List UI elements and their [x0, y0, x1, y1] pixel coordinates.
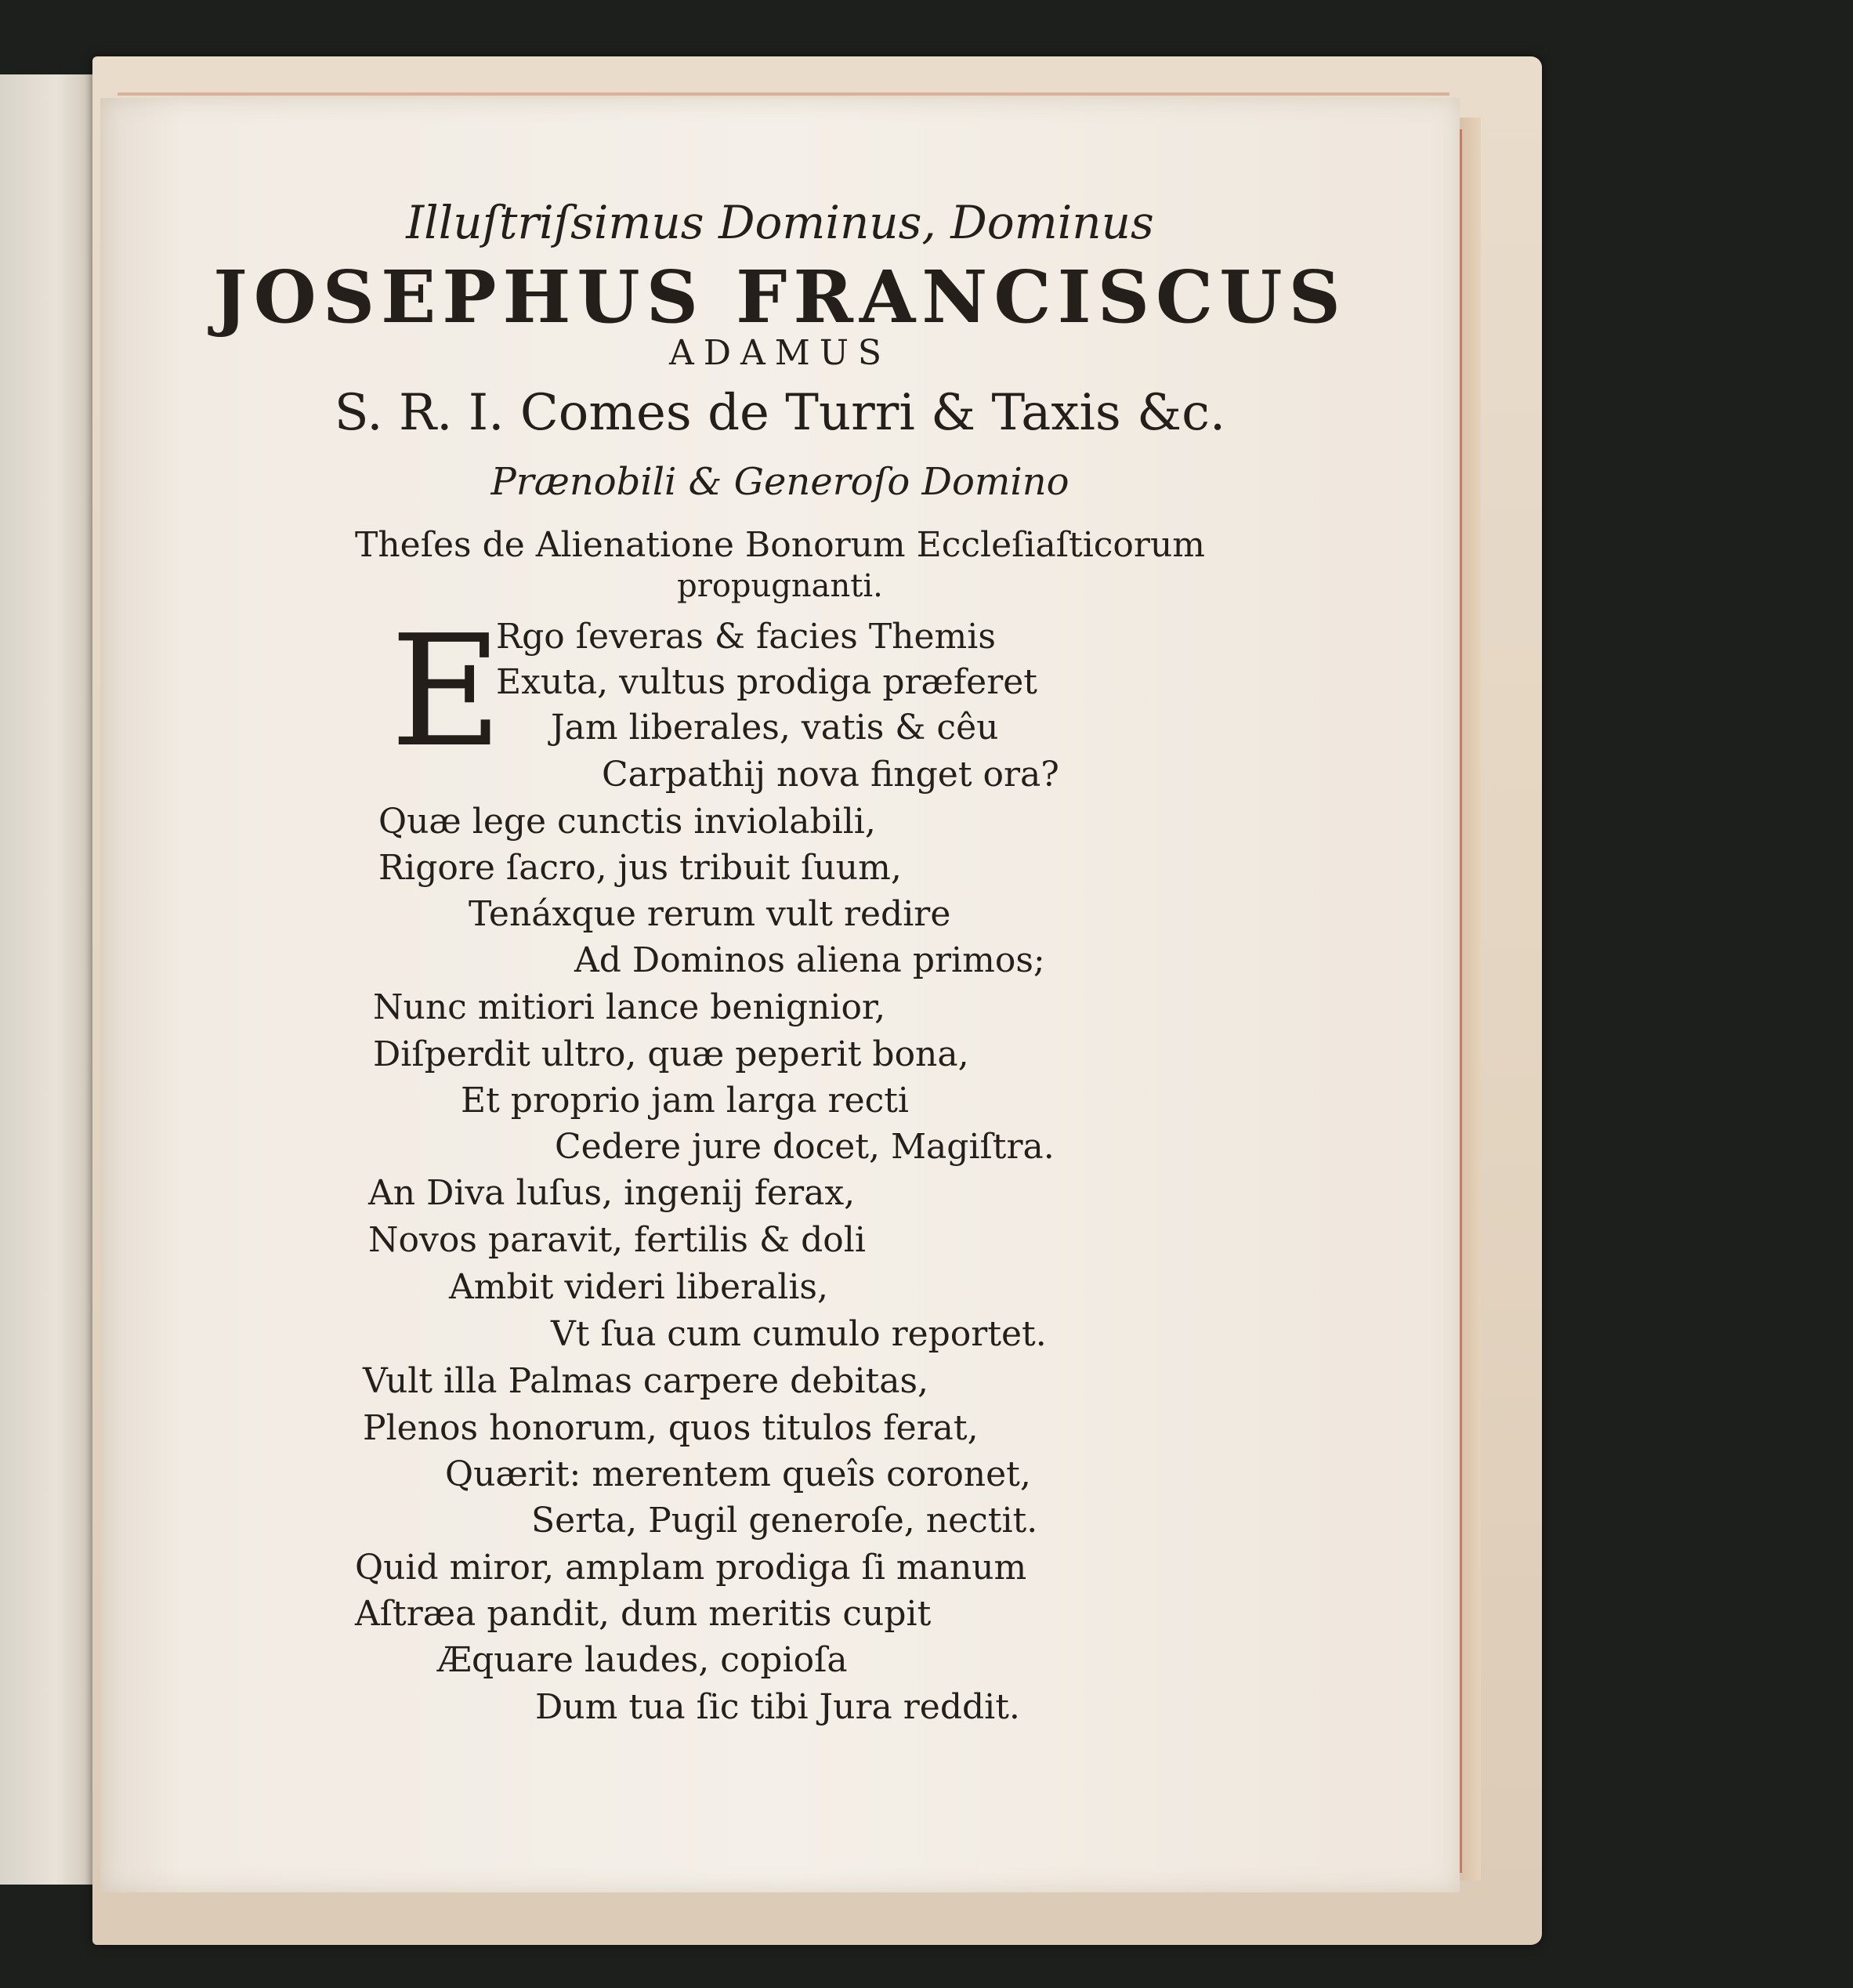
poem-line: Rigore ſacro, jus tribuit ſuum,	[378, 848, 902, 888]
page-text	[100, 98, 1460, 1892]
heading-line-3: ADAMUS	[668, 333, 892, 373]
poem-line: Carpathij nova finget ora?	[602, 755, 1059, 795]
poem-line: Nunc mitiori lance benignior,	[373, 987, 886, 1027]
heading-line-1: Illuſtriſsimus Dominus, Dominus	[406, 196, 1154, 249]
poem-line: Ambit videri liberalis,	[449, 1267, 828, 1307]
poem-line: Novos paravit, fertilis & doli	[368, 1220, 866, 1260]
heading-line-4: S. R. I. Comes de Turri & Taxis &c.	[334, 384, 1226, 442]
poem-line: Jam liberales, vatis & cêu	[551, 708, 999, 748]
page-top-edge	[118, 92, 1449, 96]
poem-line: Quæ lege cunctis inviolabili,	[378, 802, 876, 842]
left-page	[0, 74, 96, 1885]
heading-line-6: Theſes de Alienatione Bonorum Eccleſiaſticorum	[354, 525, 1206, 565]
poem-line: Serta, Pugil generoſe, nectit.	[531, 1501, 1038, 1541]
poem-line: Æquare laudes, copioſa	[437, 1640, 848, 1680]
heading-line-2: JOSEPHUS FRANCISCUS	[213, 255, 1347, 339]
poem-line: Cedere jure docet, Magiſtra.	[555, 1127, 1055, 1167]
drop-capital: E	[390, 603, 503, 781]
poem-line: Quærit: merentem queîs coronet,	[445, 1454, 1031, 1494]
poem-line: Et proprio jam larga recti	[461, 1081, 909, 1121]
poem-line: Diſperdit ultro, quæ peperit bona,	[373, 1034, 969, 1074]
poem-line: Exuta, vultus prodiga præferet	[496, 662, 1037, 702]
poem-line: Vult illa Palmas carpere debitas,	[363, 1361, 929, 1401]
poem-line: Rgo ſeveras & facies Themis	[496, 617, 996, 657]
heading-line-5: Prænobili & Generoſo Domino	[490, 460, 1069, 504]
poem-line: Plenos honorum, quos titulos ferat,	[363, 1408, 979, 1448]
poem-line: Aſtræa pandit, dum meritis cupit	[355, 1594, 932, 1634]
poem-line: An Diva luſus, ingenij ferax,	[368, 1173, 856, 1213]
poem-line: Ad Dominos aliena primos;	[574, 940, 1045, 980]
poem-line: Quid miror, amplam prodiga ſi manum	[355, 1548, 1027, 1588]
poem-line: Dum tua ſic tibi Jura reddit.	[535, 1687, 1020, 1727]
heading-line-7: propugnanti.	[677, 568, 883, 604]
poem-line: Vt ſua cum cumulo reportet.	[551, 1314, 1047, 1354]
poem-line: Tenáxque rerum vult redire	[469, 894, 951, 934]
